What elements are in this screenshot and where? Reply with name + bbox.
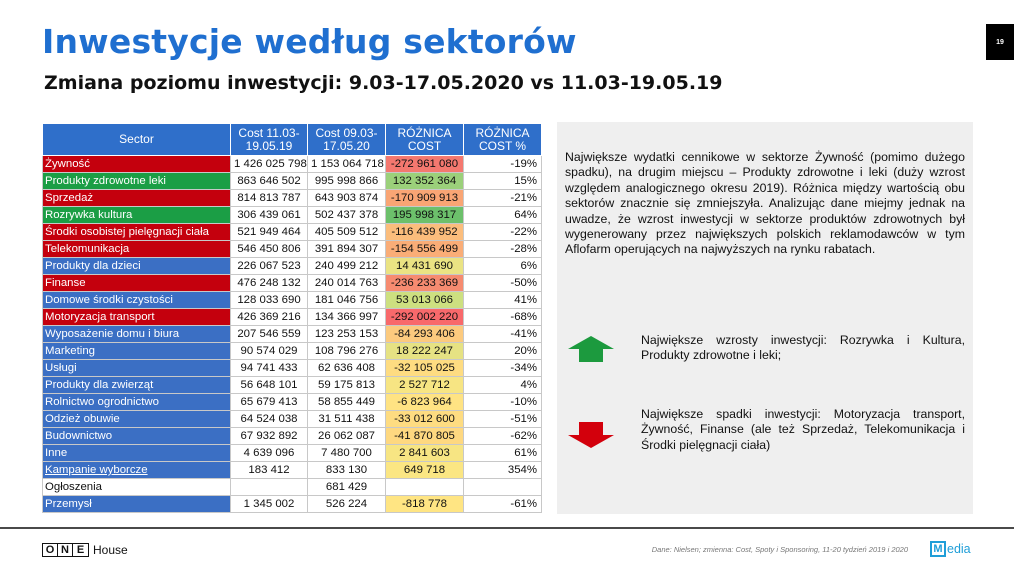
- sector-cell: Domowe środki czystości: [43, 292, 231, 309]
- table-row: [43, 173, 542, 190]
- house-text: House: [93, 543, 128, 557]
- diff-cell: -818 778: [386, 496, 464, 513]
- pct-cell: -41%: [464, 326, 542, 343]
- pct-cell: 15%: [464, 173, 542, 190]
- one-letter: N: [58, 544, 73, 556]
- diff-cell: 195 998 317: [386, 207, 464, 224]
- sector-cell: Rolnictwo ogrodnictwo: [43, 394, 231, 411]
- sector-cell: Produkty dla zwierząt: [43, 377, 231, 394]
- pct-cell: 61%: [464, 445, 542, 462]
- cost-2020-cell: 502 437 378: [308, 207, 386, 224]
- cost-2020-cell: 181 046 756: [308, 292, 386, 309]
- table-body: [43, 156, 542, 513]
- sector-cell: Wyposażenie domu i biura: [43, 326, 231, 343]
- cost-2019-cell: 306 439 061: [231, 207, 308, 224]
- arrow-up-icon: [568, 336, 614, 362]
- diff-cell: -32 105 025: [386, 360, 464, 377]
- cost-2020-cell: 240 014 763: [308, 275, 386, 292]
- cost-2019-cell: 65 679 413: [231, 394, 308, 411]
- cost-2019-cell: 128 033 690: [231, 292, 308, 309]
- pct-cell: -22%: [464, 224, 542, 241]
- sector-table-container: [42, 123, 541, 513]
- pct-cell: -68%: [464, 309, 542, 326]
- diff-cell: -272 961 080: [386, 156, 464, 173]
- diff-cell: -6 823 964: [386, 394, 464, 411]
- cost-2019-cell: 546 450 806: [231, 241, 308, 258]
- pct-cell: -50%: [464, 275, 542, 292]
- header-cost-2019: Cost 11.03-19.05.19: [231, 124, 308, 156]
- diff-cell: 2 527 712: [386, 377, 464, 394]
- header-cost-2020: Cost 09.03-17.05.20: [308, 124, 386, 156]
- pct-cell: 20%: [464, 343, 542, 360]
- diff-cell: 2 841 603: [386, 445, 464, 462]
- media-m-box: M: [930, 541, 946, 557]
- sector-cell: Produkty dla dzieci: [43, 258, 231, 275]
- sector-investment-table: [42, 123, 542, 513]
- table-row: [43, 445, 542, 462]
- diff-cell: -84 293 406: [386, 326, 464, 343]
- header-pct: RÓŻNICA COST %: [464, 124, 542, 156]
- sector-cell: Odzież obuwie: [43, 411, 231, 428]
- diff-cell: -33 012 600: [386, 411, 464, 428]
- commentary-main-text: Największe wydatki cennikowe w sektorze Żywność (pomimo dużego spadku), na drugim miejscu – Produkty zdrowotne i leki (duży wzrost względem analogicznego okresu 2019). Różnica między wartością obu sektorów znacznie się zmniejszyła. Analizując dane miejmy jednak na uwadze, że wzrost inwestycji w sektorze produktów zdrowotnych był wygenerowany przez największych polskich reklamodawców w tym Aflofarm operujących na najwyższych na rynku rabatach.: [565, 150, 965, 257]
- cost-2020-cell: 643 903 874: [308, 190, 386, 207]
- cost-2019-cell: 426 369 216: [231, 309, 308, 326]
- sector-cell: Kampanie wyborcze: [43, 462, 231, 479]
- table-row: [43, 360, 542, 377]
- pct-cell: -34%: [464, 360, 542, 377]
- table-row: [43, 428, 542, 445]
- onehouse-logo: [42, 543, 128, 557]
- pct-cell: 41%: [464, 292, 542, 309]
- table-row: [43, 190, 542, 207]
- table-row: [43, 207, 542, 224]
- table-row: [43, 394, 542, 411]
- sector-cell: Przemysł: [43, 496, 231, 513]
- cost-2020-cell: 526 224: [308, 496, 386, 513]
- header-sector: Sector: [43, 124, 231, 156]
- one-logo-box: [42, 543, 89, 557]
- cost-2019-cell: 207 546 559: [231, 326, 308, 343]
- diff-cell: -236 233 369: [386, 275, 464, 292]
- sector-cell: Budownictwo: [43, 428, 231, 445]
- pct-cell: 4%: [464, 377, 542, 394]
- cost-2019-cell: 64 524 038: [231, 411, 308, 428]
- diff-cell: 18 222 247: [386, 343, 464, 360]
- page-number: 19: [986, 24, 1014, 60]
- table-row: [43, 326, 542, 343]
- cost-2020-cell: 58 855 449: [308, 394, 386, 411]
- cost-2020-cell: 62 636 408: [308, 360, 386, 377]
- diff-cell: -292 002 220: [386, 309, 464, 326]
- diff-cell: [386, 479, 464, 496]
- diff-cell: 53 013 066: [386, 292, 464, 309]
- one-letter: E: [76, 544, 85, 556]
- decrease-text: Największe spadki inwestycji: Motoryzacja transport, Żywność, Finanse (ale też Sprzedaż, Telekomunikacja i Środki pielęgnacji ciała): [641, 407, 965, 452]
- sector-cell: Motoryzacja transport: [43, 309, 231, 326]
- table-row: [43, 241, 542, 258]
- table-row: [43, 224, 542, 241]
- cost-2019-cell: 183 412: [231, 462, 308, 479]
- footer-divider: [0, 527, 1014, 529]
- sector-cell: Marketing: [43, 343, 231, 360]
- increase-text: Największe wzrosty inwestycji: Rozrywka i Kultura, Produkty zdrowotne i leki;: [641, 333, 965, 363]
- page-subtitle: Zmiana poziomu inwestycji: 9.03-17.05.2020 vs 11.03-19.05.19: [44, 72, 723, 94]
- diff-cell: 14 431 690: [386, 258, 464, 275]
- table-row: [43, 479, 542, 496]
- sector-cell: Żywność: [43, 156, 231, 173]
- table-row: [43, 292, 542, 309]
- cost-2019-cell: 1 426 025 798: [231, 156, 308, 173]
- cost-2020-cell: 108 796 276: [308, 343, 386, 360]
- cost-2019-cell: 814 813 787: [231, 190, 308, 207]
- cost-2020-cell: 405 509 512: [308, 224, 386, 241]
- data-source-note: Dane: Nielsen; zmienna: Cost, Spoty i Sponsoring, 11-20 tydzień 2019 i 2020: [651, 545, 908, 554]
- cost-2019-cell: 90 574 029: [231, 343, 308, 360]
- cost-2019-cell: 226 067 523: [231, 258, 308, 275]
- cost-2020-cell: 31 511 438: [308, 411, 386, 428]
- cost-2020-cell: 681 429: [308, 479, 386, 496]
- sector-cell: Produkty zdrowotne leki: [43, 173, 231, 190]
- diff-cell: 649 718: [386, 462, 464, 479]
- table-row: [43, 275, 542, 292]
- pct-cell: -28%: [464, 241, 542, 258]
- pct-cell: -61%: [464, 496, 542, 513]
- cost-2020-cell: 833 130: [308, 462, 386, 479]
- cost-2020-cell: 134 366 997: [308, 309, 386, 326]
- diff-cell: 132 352 364: [386, 173, 464, 190]
- media-text: edia: [947, 542, 971, 556]
- diff-cell: -116 439 952: [386, 224, 464, 241]
- table-row: [43, 156, 542, 173]
- table-row: [43, 343, 542, 360]
- pct-cell: 64%: [464, 207, 542, 224]
- cost-2019-cell: 863 646 502: [231, 173, 308, 190]
- pct-cell: -10%: [464, 394, 542, 411]
- table-row: [43, 258, 542, 275]
- cost-2020-cell: 391 894 307: [308, 241, 386, 258]
- sector-cell: Inne: [43, 445, 231, 462]
- pct-cell: 354%: [464, 462, 542, 479]
- table-row: [43, 377, 542, 394]
- cost-2019-cell: [231, 479, 308, 496]
- table-row: [43, 411, 542, 428]
- sector-cell: Rozrywka kultura: [43, 207, 231, 224]
- pct-cell: -19%: [464, 156, 542, 173]
- cost-2020-cell: 7 480 700: [308, 445, 386, 462]
- header-diff: RÓŻNICA COST: [386, 124, 464, 156]
- cost-2020-cell: 123 253 153: [308, 326, 386, 343]
- diff-cell: -170 909 913: [386, 190, 464, 207]
- sector-cell: Ogłoszenia: [43, 479, 231, 496]
- page-title: Inwestycje według sektorów: [42, 22, 577, 61]
- table-row: [43, 462, 542, 479]
- cost-2020-cell: 240 499 212: [308, 258, 386, 275]
- commentary-panel: [557, 122, 973, 514]
- cost-2020-cell: 1 153 064 718: [308, 156, 386, 173]
- cost-2019-cell: 476 248 132: [231, 275, 308, 292]
- arrow-down-icon: [568, 422, 614, 448]
- pct-cell: -51%: [464, 411, 542, 428]
- table-header-row: [43, 124, 542, 156]
- diff-cell: -41 870 805: [386, 428, 464, 445]
- pct-cell: [464, 479, 542, 496]
- cost-2019-cell: 67 932 892: [231, 428, 308, 445]
- cost-2019-cell: 521 949 464: [231, 224, 308, 241]
- cost-2020-cell: 59 175 813: [308, 377, 386, 394]
- sector-cell: Telekomunikacja: [43, 241, 231, 258]
- pct-cell: 6%: [464, 258, 542, 275]
- cost-2019-cell: 4 639 096: [231, 445, 308, 462]
- one-letter: O: [43, 544, 58, 556]
- cost-2020-cell: 995 998 866: [308, 173, 386, 190]
- sector-cell: Sprzedaż: [43, 190, 231, 207]
- table-row: [43, 309, 542, 326]
- diff-cell: -154 556 499: [386, 241, 464, 258]
- cost-2020-cell: 26 062 087: [308, 428, 386, 445]
- sector-cell: Środki osobistej pielęgnacji ciała: [43, 224, 231, 241]
- media-logo: [930, 541, 971, 557]
- cost-2019-cell: 56 648 101: [231, 377, 308, 394]
- pct-cell: -21%: [464, 190, 542, 207]
- sector-cell: Finanse: [43, 275, 231, 292]
- sector-cell: Usługi: [43, 360, 231, 377]
- table-row: [43, 496, 542, 513]
- pct-cell: -62%: [464, 428, 542, 445]
- cost-2019-cell: 94 741 433: [231, 360, 308, 377]
- cost-2019-cell: 1 345 002: [231, 496, 308, 513]
